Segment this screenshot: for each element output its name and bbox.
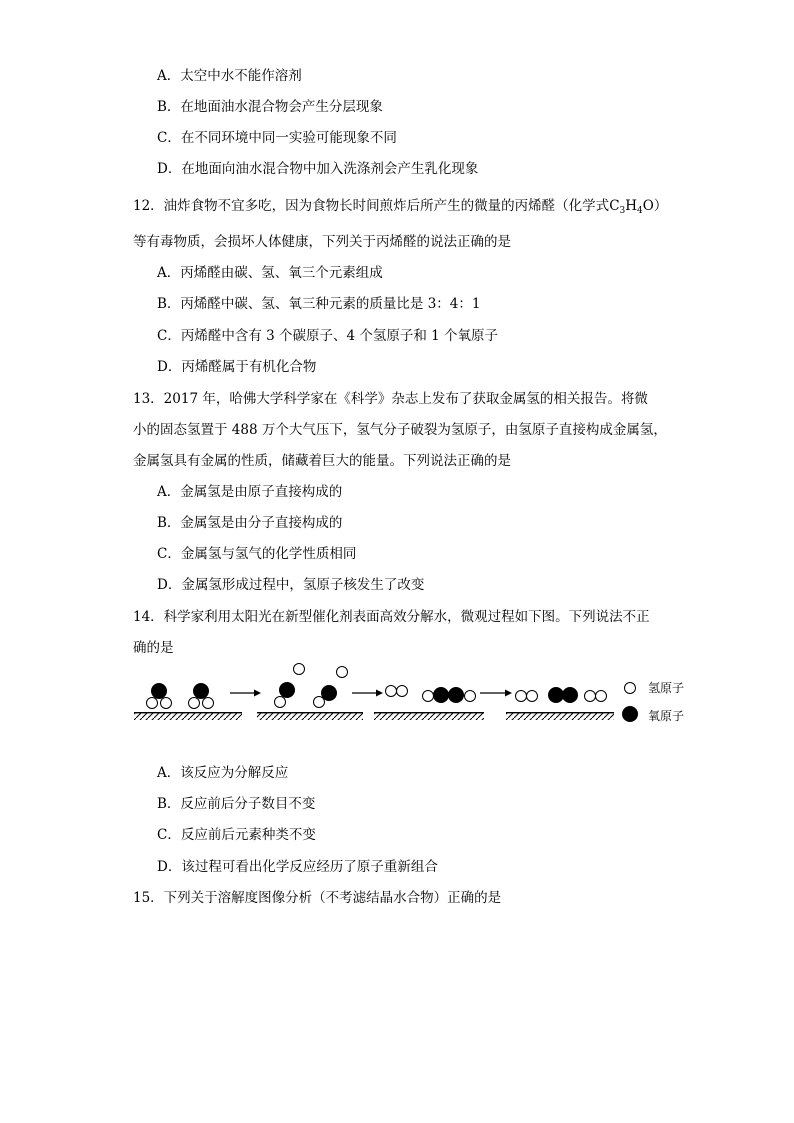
hydrogen-atom (465, 691, 476, 702)
q12-option-c: C．丙烯醛中含有 3 个碳原子、4 个氢原子和 1 个氧原子 (157, 328, 499, 344)
catalyst-hatch (134, 713, 242, 720)
q13-stem-line2: 小的固态氢置于 488 万个大气压下，氢气分子破裂为氢原子，由氢原子直接构成金属氢， (133, 422, 667, 438)
stage-4 (506, 687, 614, 720)
hydrogen-atom (337, 667, 348, 678)
hydrogen-atom (527, 691, 538, 702)
arrow-icon (480, 690, 512, 697)
hydrogen-atom (161, 698, 172, 709)
q14-option-b: B．反应前后分子数目不变 (157, 796, 316, 812)
oxygen-atom (562, 687, 578, 703)
q11-option-a: A．太空中水不能作溶剂 (157, 68, 302, 84)
q14-option-c: C．反应前后元素种类不变 (157, 827, 316, 843)
q13-stem-line3: 金属氢具有金属的性质，储藏着巨大的能量。下列说法正确的是 (133, 453, 511, 469)
oxygen-legend-label: 氧原子 (648, 709, 685, 723)
hydrogen-atom (189, 698, 200, 709)
hydrogen-atom (596, 691, 607, 702)
formula-h-sub: 4 (637, 206, 643, 216)
oxygen-atom (151, 683, 167, 699)
hydrogen-atom (397, 686, 408, 697)
q13-option-b: B．金属氢是由分子直接构成的 (157, 515, 343, 531)
hydrogen-atom (423, 691, 434, 702)
hydrogen-atom (203, 698, 214, 709)
oxygen-atom (433, 687, 449, 703)
hydrogen-legend-label: 氢原子 (648, 681, 685, 695)
q12-option-d: D．丙烯醛属于有机化合物 (157, 359, 317, 375)
q14-option-a: A．该反应为分解反应 (157, 765, 289, 781)
water-decomposition-diagram (130, 658, 700, 730)
oxygen-atom (193, 683, 209, 699)
q13-option-c: C．金属氢与氢气的化学性质相同 (157, 546, 357, 562)
q12-option-b: B．丙烯醛中碳、氢、氧三种元素的质量比是 3：4：1 (157, 296, 481, 312)
q13-stem-line1: 13．2017 年，哈佛大学科学家在《科学》杂志上发布了获取金属氢的相关报告。将微 (133, 391, 648, 407)
q11-option-b: B．在地面油水混合物会产生分层现象 (157, 99, 383, 115)
oxygen-atom (279, 682, 295, 698)
q11-option-c: C．在不同环境中同一实验可能现象不同 (157, 130, 397, 146)
oxygen-atom (548, 687, 564, 703)
q11-option-d: D．在地面向油水混合物中加入洗涤剂会产生乳化现象 (157, 161, 479, 177)
formula-c-sub: 3 (619, 206, 626, 216)
q13-option-a: A．金属氢是由原子直接构成的 (157, 484, 343, 500)
q12-stem-text: 12．油炸食物不宜多吃，因为食物长时间煎炸后所产生的微量的丙烯醛（化学式 (133, 198, 610, 214)
oxygen-atom (448, 687, 464, 703)
formula-o: O (642, 198, 654, 214)
catalyst-hatch (506, 713, 614, 720)
arrow-icon (230, 690, 261, 697)
hydrogen-legend-icon (625, 683, 636, 694)
formula-h: H (625, 198, 638, 214)
q12-stem-line1 (133, 197, 667, 220)
stage-1 (134, 683, 242, 720)
acrolein-formula (609, 198, 654, 214)
oxygen-legend-icon (622, 706, 638, 722)
legend (622, 681, 684, 723)
q13-option-d: D．金属氢形成过程中，氢原子核发生了改变 (157, 577, 425, 593)
catalyst-hatch (257, 713, 363, 720)
q12-stem-line2: 等有毒物质，会损坏人体健康，下列关于丙烯醛的说法正确的是 (133, 234, 511, 250)
arrow-icon (352, 690, 383, 697)
catalyst-hatch (374, 713, 484, 720)
stage-2 (257, 664, 363, 721)
q15-stem: 15．下列关于溶解度图像分析（不考滤结晶水合物）正确的是 (133, 890, 502, 906)
hydrogen-atom (275, 697, 286, 708)
q14-stem-line1: 14．科学家利用太阳光在新型催化剂表面高效分解水，微观过程如下图。下列说法不正 (133, 609, 650, 625)
formula-c: C (609, 198, 620, 214)
q12-option-a: A．丙烯醛由碳、氢、氧三个元素组成 (157, 265, 383, 281)
q14-option-d: D．该过程可看出化学反应经历了原子重新组合 (157, 859, 438, 875)
hydrogen-atom (585, 691, 596, 702)
hydrogen-atom (516, 691, 527, 702)
stage-3 (374, 686, 484, 721)
hydrogen-atom (386, 686, 397, 697)
hydrogen-atom (294, 664, 305, 675)
hydrogen-atom (147, 698, 158, 709)
q12-stem-close: ） (653, 198, 668, 214)
hydrogen-atom (314, 697, 325, 708)
q14-stem-line2: 确的是 (133, 640, 174, 656)
